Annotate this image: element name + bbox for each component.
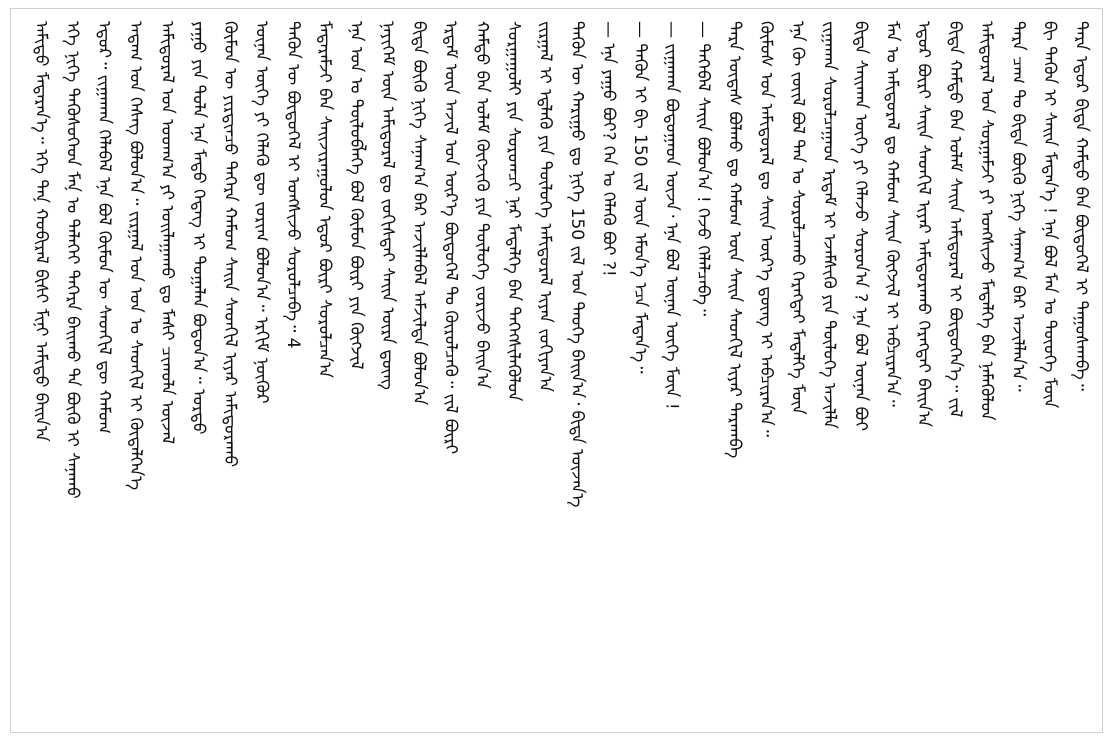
column-text: ᠠᠮᠢᠳᠤᠷᠠᠯ ᠤᠨ ᠤᠳᠬ᠎ᠠ ᠶᠢ ᠣᠢᠯᠠᠭᠠᠬᠤ ᠳᠤ ᠮᠠᠰᠢ ᠴᠢᠬᠤᠯᠠ ᠦᠵᠡᠯ [157, 21, 178, 445]
column-text: — ᠡᠨᠡ ᠶᠠᠭᠤ ᠪᠣᠢ? ᠬᠡᠨ ᠤ ᠬᠡᠯᠡᠬᠦ ᠪᠣᠢ ?! [598, 21, 619, 277]
text-column [913, 21, 933, 621]
text-column [1039, 21, 1059, 451]
column-text: ᠪᠢᠳᠡ ᠰᠠᠢᠬᠠᠨ ᠦᠭᠡ ᠶᠢ ᠬᠡᠯᠡᠵᠦ ᠰᠤᠷᠤᠨ᠎ᠠ ? ᠡᠨᠡ ᠪᠣᠯ ᠦᠨᠡᠨ ᠪᠤᠢ [850, 21, 871, 431]
text-column [1008, 21, 1028, 681]
text-column [63, 21, 83, 711]
column-text: — ᠵᠢᠭᠠᠬᠠᠨ ᠪᠣᠳᠤᠭᠠᠳ ᠦᠵᠡ᠂ ᠡᠨᠡ ᠪᠣᠯ ᠦᠨᠡᠨ ᠦᠭᠡ ᠮᠥᠨ ! [661, 21, 682, 410]
column-text: — ᠲᠡᠭᠡᠪᠡᠯ ᠰᠠᠢᠨ ᠪᠣᠯᠤᠨ᠎ᠠ ! ᠭᠡᠵᠦ ᠬᠡᠯᠡᠯᠴᠡᠪᠡ᠃ [692, 21, 713, 317]
column-text: ᠡᠨᠡ ᠬᠦ ᠵᠦᠢᠯ ᠪᠣᠯ ᠲᠠᠨ ᠤ ᠰᠤᠷᠤᠯᠴᠠᠬᠤ ᠬᠡᠷᠡᠭᠲᠡᠢ ᠮᠡᠳᠡᠯᠭᠡ ᠮᠥᠨ [787, 21, 808, 415]
column-text: ᠲᠡᠷᠡ ᠦᠳᠡᠰ ᠪᠣᠯᠬᠤ ᠳᠤ ᠬᠠᠮᠤᠭ ᠦᠨ ᠰᠠᠢᠨ ᠰᠡᠳᠬᠢᠯ ᠢᠶᠡᠷ ᠲᠠᠷᠬᠠᠪᠠ [724, 21, 745, 459]
text-column [409, 21, 429, 711]
text-column [787, 21, 807, 581]
text-column [346, 21, 366, 711]
text-column [252, 21, 272, 711]
text-column [724, 21, 744, 531]
column-text: ᠬᠦᠮᠦᠰ ᠤᠨ ᠠᠮᠢᠳᠤᠷᠠᠯ ᠳᠤ ᠰᠠᠢᠨ ᠦᠷ᠎ᠡ ᠳ᠋ᠦᠩ ᠢ ᠠᠪᠴᠢᠷᠠᠨ᠎ᠠ᠃ [755, 21, 776, 437]
column-text: ᠨᠡᠶᠢᠭᠡᠮ ᠦᠨ ᠠᠮᠢᠳᠤᠷᠠᠯ ᠳᠤ ᠵᠣᠬᠢᠰᠲᠠᠢ ᠰᠠᠢᠨ ᠦᠷᠡ ᠳ᠋ᠦᠩ [377, 21, 398, 390]
text-column [598, 21, 618, 471]
text-column [94, 21, 114, 711]
column-text: ᠵᠢᠷᠭᠠᠯ ᠢ ᠡᠳ᠋ᠯᠡᠬᠦ ᠶᠢᠨ ᠲᠥᠯᠦᠭᠡ ᠠᠮᠢᠳᠤᠷᠠᠯ ᠢᠶᠠᠨ ᠵᠣᠬᠢᠶᠠᠨ᠎ᠠ [535, 21, 556, 393]
text-column [157, 21, 177, 711]
text-column [945, 21, 965, 671]
column-text: ᠠᠳᠠᠭ ᠤᠨ ᠬᠡᠰᠡᠭ ᠪᠣᠯᠤᠨ᠎ᠠ᠃ ᠵᠢᠷᠭᠠᠯ ᠤᠨ ᠣᠨ ᠤ ᠰᠡᠳᠬᠢᠯ ᠢ ᠬᠥᠳᠡᠯᠭᠡᠨ᠎ᠡ [125, 21, 146, 491]
column-text: ᠲᠡᠷᠡ ᠴᠠᠭ ᠲᠤ ᠪᠢᠳᠡ ᠪᠦᠬᠦ ᠨᠢᠭᠡ ᠰᠠᠨᠠᠭ᠎ᠠ ᠪᠠᠷ ᠠᠵᠢᠯᠯᠠᠨ᠎ᠠ᠃ [1007, 21, 1028, 392]
text-column [976, 21, 996, 661]
column-text: ᠦᠨᠡᠨ ᠦᠭᠡ ᠶᠢ ᠬᠡᠯᠡᠬᠦ ᠳᠦ ᠵᠣᠷᠢᠭ ᠪᠣᠯᠤᠨ᠎ᠠ᠃ ᠡᠷᠬᠢᠮ ᠨᠥᠬᠦᠷ [251, 21, 272, 404]
column-text: ᠪᠢᠳᠡ ᠪᠦᠬᠦ ᠨᠢᠭᠡ ᠰᠠᠨᠠᠭ᠎ᠠ ᠪᠡᠷ ᠠᠵᠢᠯᠯᠠᠪᠠᠯ ᠠᠮᠵᠢᠯᠲᠠ ᠪᠣᠯᠤᠨ᠎ᠠ [409, 21, 430, 406]
text-column [850, 21, 870, 601]
document-page [10, 8, 1103, 733]
column-text: ᠲᠡᠷᠡ ᠡᠳᠦᠷ ᠪᠢᠳᠡ ᠬᠠᠮᠲᠤ ᠪᠠᠨ ᠪᠦᠲᠦᠭᠡᠯ ᠢ ᠳᠠᠭᠤᠰᠬᠠᠪᠠ᠃ [1071, 21, 1091, 391]
column-text: ᠠᠮᠢᠳᠤᠷᠠᠯ ᠤᠨ ᠰᠤᠷᠭᠠᠮᠵᠢ ᠶᠢ ᠤᠩᠰᠢᠵᠤ ᠮᠡᠳᠡᠯᠭᠡ ᠪᠡᠨ ᠨᠡᠮᠡᠭᠦᠯᠦᠨ [976, 21, 997, 421]
column-text: ᠬᠦᠮᠦᠨ ᠦ ᠶᠢᠷᠲᠢᠨᠴᠦ ᠳᠡᠭᠡᠷᠡ ᠬᠠᠮᠤᠭ ᠰᠠᠢᠨ ᠰᠡᠳᠬᠢᠯ ᠢᠶᠡᠷ ᠠᠮᠢᠳᠤᠷᠠᠬᠤ [220, 21, 241, 468]
text-column [693, 21, 713, 351]
column-text: ᠪᠢᠳᠡ ᠬᠠᠮᠲᠤ ᠪᠠᠨ ᠤᠯᠠᠮ ᠰᠠᠢᠨ ᠠᠮᠢᠳᠤᠷᠠᠯ ᠢ ᠪᠦᠲᠦᠭᠡᠨ᠎ᠡ᠃ ᠵᠢᠯ [944, 21, 965, 418]
column-text: ᠮᠠᠨ ᠤ ᠠᠮᠢᠳᠤᠷᠠᠯ ᠳᠤ ᠬᠠᠮᠤᠭ ᠰᠠᠢᠨ ᠬᠥᠭᠵᠢᠯ ᠢ ᠠᠪᠴᠢᠷᠠᠨ᠎ᠠ᠃ [881, 21, 902, 407]
text-column [31, 21, 51, 442]
text-column [220, 21, 240, 711]
text-column [126, 21, 146, 711]
text-column [1071, 21, 1091, 711]
text-column [504, 21, 524, 711]
text-column [472, 21, 492, 711]
column-text: ᠡᠳᠦᠷ᠃ ᠵᠢᠭᠠᠬᠠᠨ ᠬᠡᠯᠡᠪᠡᠯ ᠡᠨᠡ ᠪᠣᠯ ᠬᠦᠮᠦᠨ ᠦ ᠰᠡᠳᠬᠢᠯ ᠳᠦ ᠬᠠᠮᠤᠭ [94, 21, 115, 434]
column-text: ᠮᠡᠳᠡᠷᠡᠮᠵᠢ ᠪᠠᠨ ᠰᠠᠢᠵᠢᠷᠠᠭᠤᠯᠤᠨ ᠡᠳᠦᠷ ᠪᠦᠷᠢ ᠰᠤᠷᠤᠯᠴᠠᠨ᠎ᠠ [314, 21, 335, 378]
column-text: ᠪᠢ ᠲᠡᠭᠦᠨ ᠢ ᠰᠠᠢᠨ ᠮᠡᠳᠡᠨ᠎ᠡ ! ᠡᠨᠡ ᠪᠣᠯ ᠮᠠᠨ ᠤ ᠲᠦᠦᠬᠡ ᠮᠥᠨ [1039, 21, 1060, 409]
text-column [315, 21, 335, 711]
column-text: ᠲᠡᠭᠦᠨ ᠦ ᠪᠦᠲᠦᠭᠡᠯ ᠢ ᠤᠩᠰᠢᠵᠤ ᠰᠤᠷᠤᠯᠴᠠᠪᠠ᠃ 4 [283, 21, 304, 349]
column-text: ᠲᠡᠭᠦᠨ ᠦ ᠬᠠᠷᠢᠭᠤ ᠳᠤ ᠨᠢᠭᠡ 150 ᠵᠢᠯ ᠤᠨ ᠲᠡᠦᠬᠡ ᠪᠠᠢᠨ᠎ᠠ᠂ ᠪᠢᠳᠡ ᠦᠵᠡᠨ᠎ᠡ [566, 21, 587, 508]
text-column [630, 21, 650, 421]
column-text: ᠡᠬᠡ ᠨᠢᠭᠡ ᠲᠡᠭᠦᠰᠦᠭᠡᠳ ᠮᠠᠨ᠋ ᠤ ᠳᠡᠯᠡᠬᠡᠢ ᠳᠡᠭᠡᠷᠡ ᠪᠠᠢᠬᠤ ᠲᠠ ᠪᠦᠬᠦ ᠢ ᠰᠠᠨᠠᠬᠤ [62, 21, 83, 499]
column-text: ᠰᠤᠷᠭᠠᠭᠤᠯᠢ ᠶᠢᠨ ᠰᠤᠷᠤᠭᠴᠢ ᠨᠠᠷ ᠮᠡᠳᠡᠯᠭᠡ ᠪᠡᠨ ᠳᠡᠭᠡᠭᠰᠢᠯᠡᠭᠦᠯᠦᠨ [503, 21, 524, 402]
column-text: ᠠᠮᠢᠳᠤ ᠮᠡᠳᠡᠷᠡᠨ᠎ᠡ᠃ ᠡᠬᠡ ᠲᠠᠨ᠋ ᠬᠤᠪᠢᠷᠠᠯ ᠪᠢᠰᠢ ᠮᠢᠨᠢ ᠠᠮᠢᠳᠤ ᠪᠠᠢᠨ᠎ᠠ [31, 21, 51, 442]
text-column [378, 21, 398, 711]
text-column [441, 21, 461, 711]
text-column [535, 21, 555, 641]
text-column [283, 21, 303, 711]
text-column [567, 21, 587, 541]
text-column [661, 21, 681, 431]
column-text: ᠵᠢᠭᠠᠬᠠᠨ ᠰᠤᠷᠤᠯᠴᠠᠭᠠᠳ ᠡᠷᠳᠡᠮ ᠢ ᠡᠵᠡᠮᠰᠢᠬᠦ ᠶᠢᠨ ᠲᠥᠯᠦᠭᠡ ᠠᠵᠢᠯᠯᠠ [818, 21, 839, 429]
column-text: ᠡᠨᠡ ᠣᠨ ᠤ ᠲᠥᠯᠦᠪᠯᠡᠭᠡ ᠪᠣᠯ ᠬᠦᠮᠦᠨ ᠪᠦᠷᠢ ᠶᠢᠨ ᠬᠥᠭᠵᠢᠯ [346, 21, 367, 370]
column-text: ᠬᠠᠮᠲᠤ ᠪᠠᠨ ᠤᠯᠠᠮ ᠬᠥᠭᠵᠢᠬᠦ ᠶᠢᠨ ᠲᠥᠯᠦᠭᠡ ᠵᠣᠷᠢᠵᠤ ᠪᠠᠢᠨ᠎ᠠ [472, 21, 493, 389]
text-column [882, 21, 902, 621]
text-column [819, 21, 839, 551]
column-text: — ᠲᠡᠭᠦᠨ ᠢ ᠪᠢ 150 ᠵᠢᠯ ᠦᠨ ᠡᠮᠦᠨ᠎ᠡ ᠡᠴᠡ ᠮᠡᠳᠡᠨ᠎ᠡ᠃ [629, 21, 650, 374]
text-column [189, 21, 209, 711]
text-column [756, 21, 776, 521]
column-text: ᠡᠷᠳᠡᠮ ᠦᠨ ᠠᠵᠢᠯ ᠤᠨ ᠦᠷ᠎ᠡ ᠪᠦᠲᠦᠭᠡᠯ ᠲᠤ ᠬᠦᠷᠦᠯᠴᠡᠬᠦ᠃ ᠵᠢᠯ ᠪᠦᠷᠢ [440, 21, 461, 455]
column-text: ᠡᠳᠦᠷ ᠪᠦᠷᠢ ᠰᠠᠢᠨ ᠰᠡᠳᠬᠢᠯ ᠢᠶᠡᠷ ᠠᠮᠢᠳᠤᠷᠠᠬᠤ ᠬᠡᠷᠡᠭᠲᠡᠢ ᠪᠠᠢᠨ᠎ᠠ [913, 21, 934, 428]
column-text: ᠶᠠᠭᠤ ᠶᠢᠨ ᠲᠤᠯᠠ ᠡᠨᠡ ᠮᠡᠲᠦ ᠭᠡᠳᠡᠭ ᠢ ᠲᠣᠭᠠᠯᠠᠨ ᠪᠣᠳᠤᠨ᠎ᠠ᠃ ᠤᠷᠲᠤ [188, 21, 209, 435]
